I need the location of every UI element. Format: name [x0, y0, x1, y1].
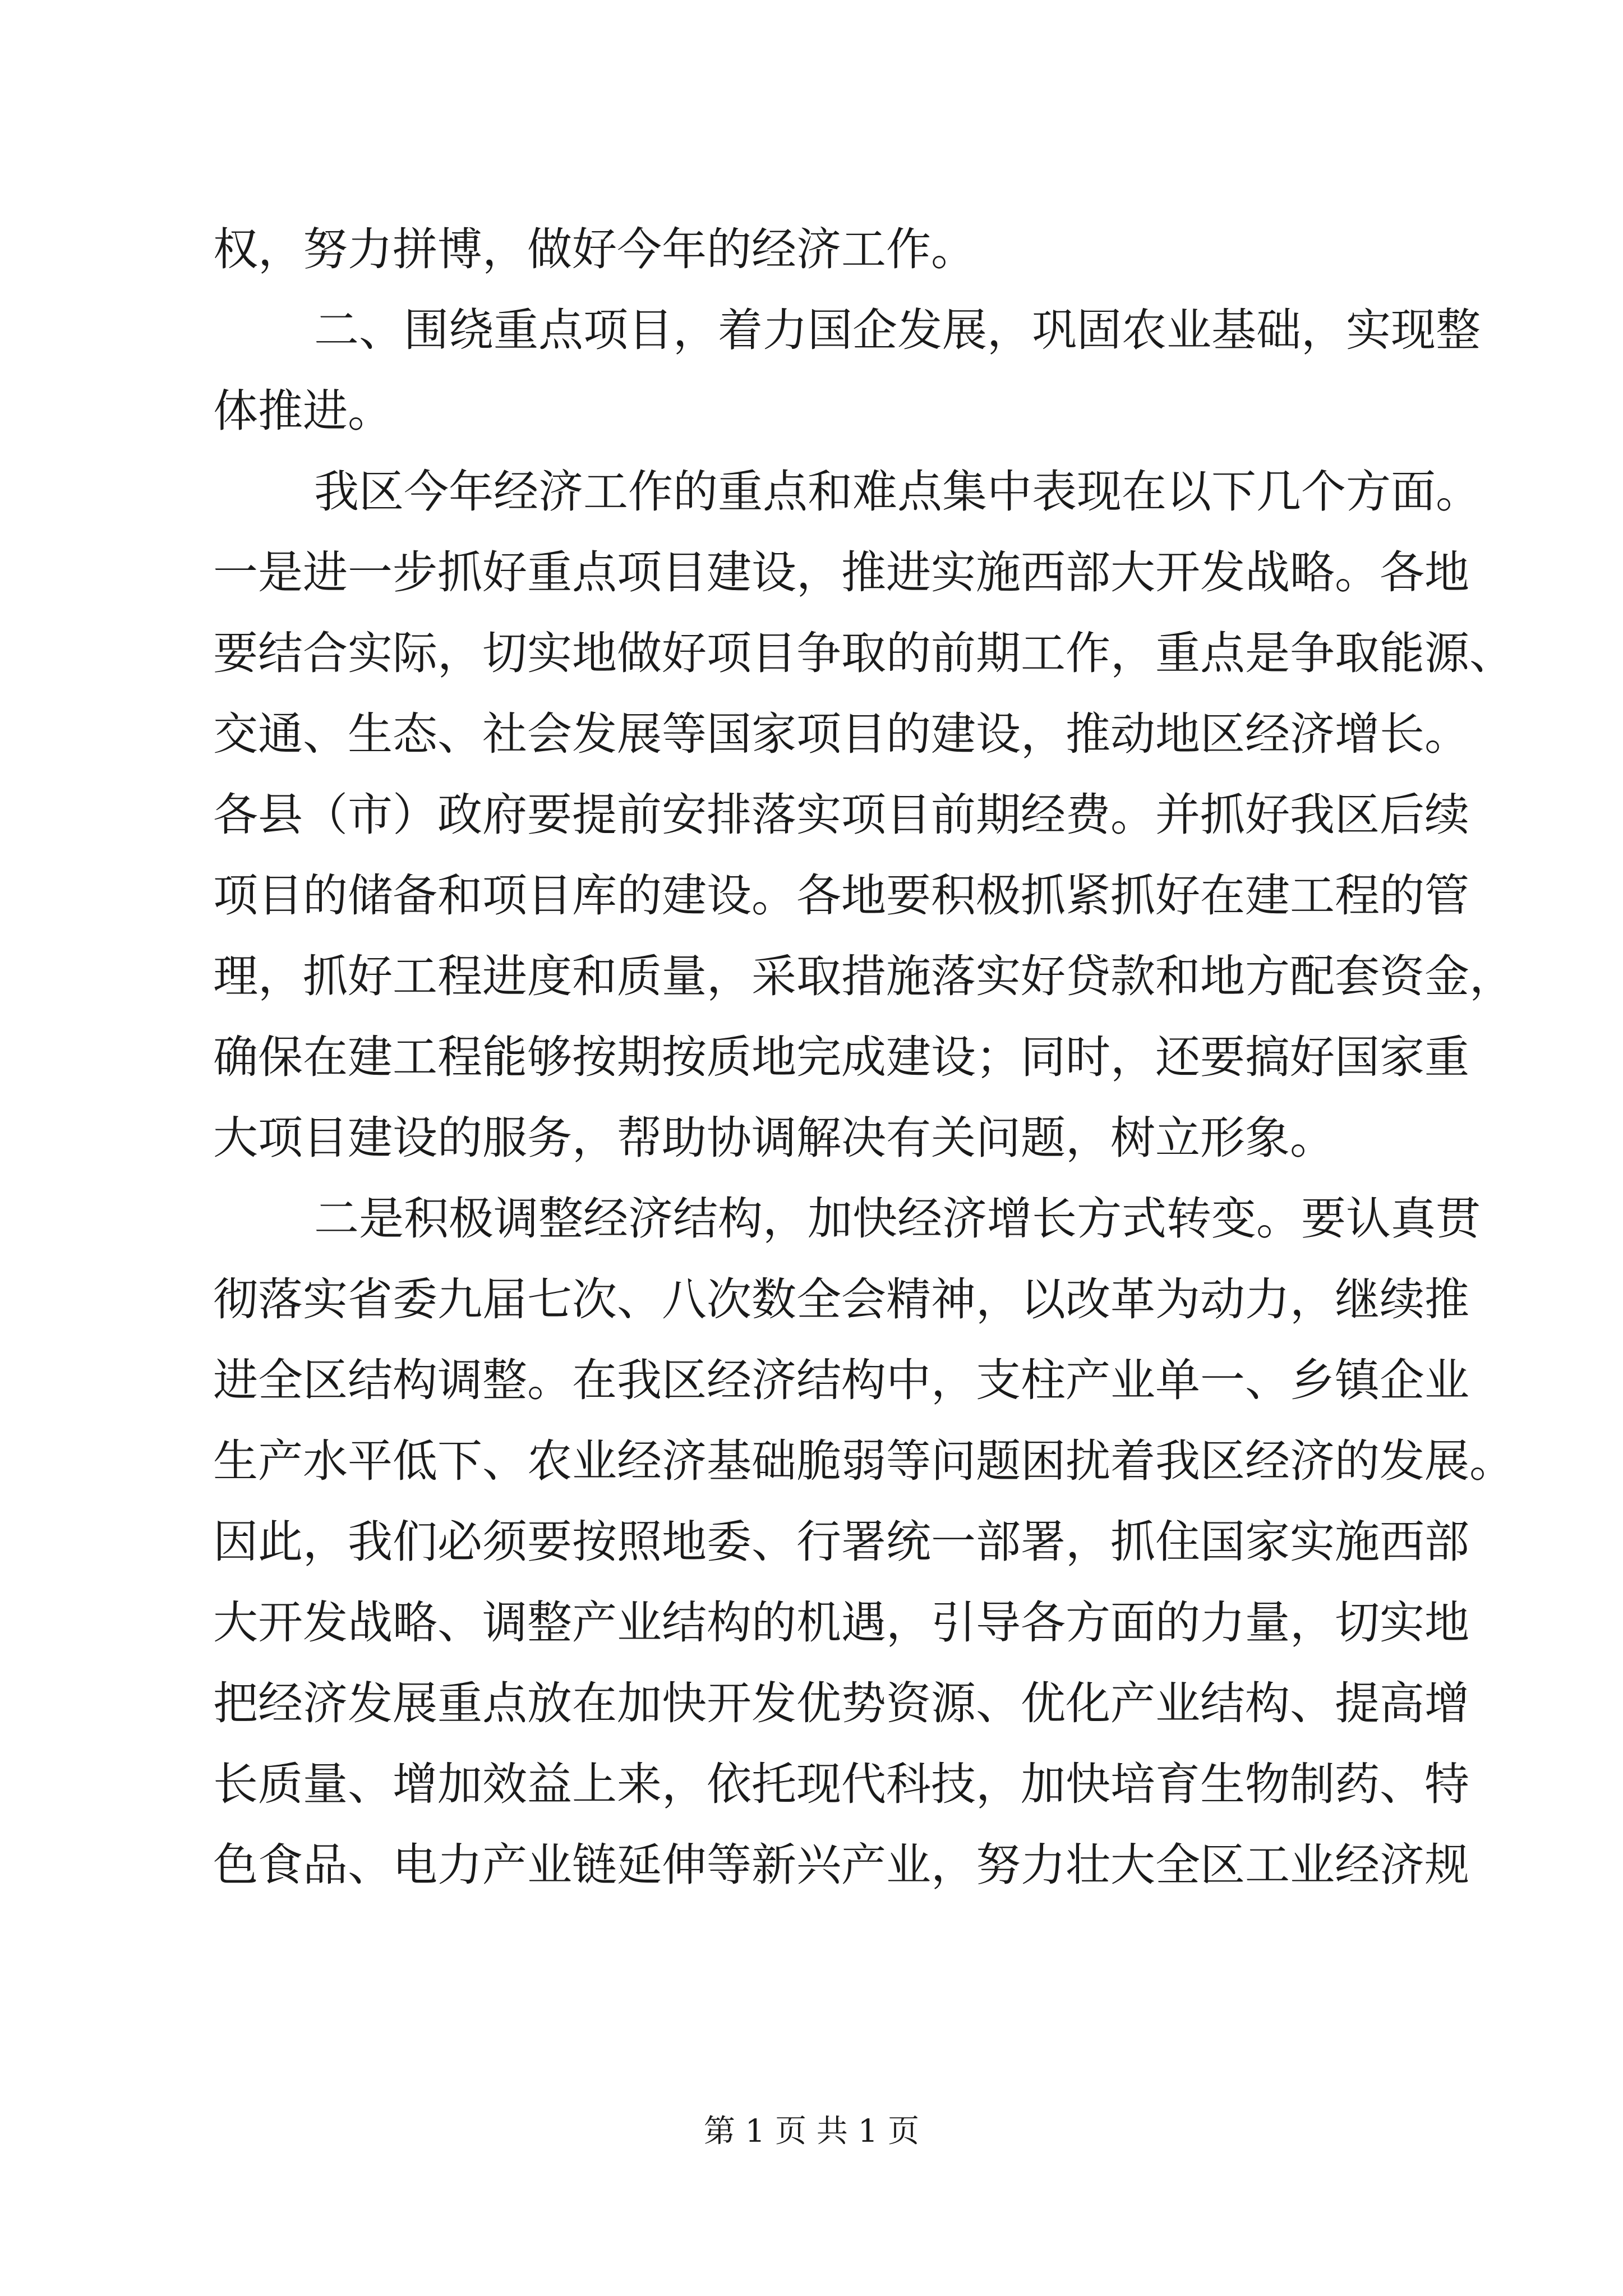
- text-line: 进全区结构调整。在我区经济结构中，支柱产业单一、乡镇企业: [213, 1354, 1469, 1406]
- page-footer: 第 1 页 共 1 页: [703, 2113, 920, 2150]
- text-line: 项目的储备和项目库的建设。各地要积极抓紧抓好在建工程的管: [213, 869, 1469, 922]
- text-line: 我区今年经济工作的重点和难点集中表现在以下几个方面。: [314, 466, 1481, 518]
- text-line: 大项目建设的服务，帮助协调解决有关问题，树立形象。: [213, 1112, 1335, 1164]
- text-line: 二是积极调整经济结构，加快经济增长方式转变。要认真贯: [314, 1193, 1481, 1245]
- text-line: 要结合实际，切实地做好项目争取的前期工作，重点是争取能源、: [213, 627, 1514, 679]
- text-line: 长质量、增加效益上来，依托现代科技，加快培育生物制药、特: [213, 1758, 1469, 1810]
- text-line: 生产水平低下、农业经济基础脆弱等问题困扰着我区经济的发展。: [213, 1435, 1514, 1487]
- text-line: 色食品、电力产业链延伸等新兴产业，努力壮大全区工业经济规: [213, 1839, 1469, 1891]
- text-line: 把经济发展重点放在加快开发优势资源、优化产业结构、提高增: [213, 1677, 1469, 1729]
- text-line: 彻落实省委九届七次、八次数全会精神，以改革为动力，继续推: [213, 1273, 1469, 1326]
- text-line: 二、围绕重点项目，着力国企发展，巩固农业基础，实现整: [314, 304, 1481, 356]
- text-line: 确保在建工程能够按期按质地完成建设；同时，还要搞好国家重: [213, 1031, 1469, 1083]
- text-line: 理，抓好工程进度和质量，采取措施落实好贷款和地方配套资金，: [213, 950, 1514, 1002]
- text-line: 权，努力拼博，做好今年的经济工作。: [213, 223, 976, 275]
- text-line: 各县（市）政府要提前安排落实项目前期经费。并抓好我区后续: [213, 789, 1469, 841]
- text-line: 一是进一步抓好重点项目建设，推进实施西部大开发战略。各地: [213, 546, 1469, 599]
- text-line: 因此，我们必须要按照地委、行署统一部署，抓住国家实施西部: [213, 1516, 1469, 1568]
- text-line: 体推进。: [213, 385, 393, 437]
- text-line: 交通、生态、社会发展等国家项目的建设，推动地区经济增长。: [213, 708, 1469, 760]
- text-line: 大开发战略、调整产业结构的机遇，引导各方面的力量，切实地: [213, 1596, 1469, 1649]
